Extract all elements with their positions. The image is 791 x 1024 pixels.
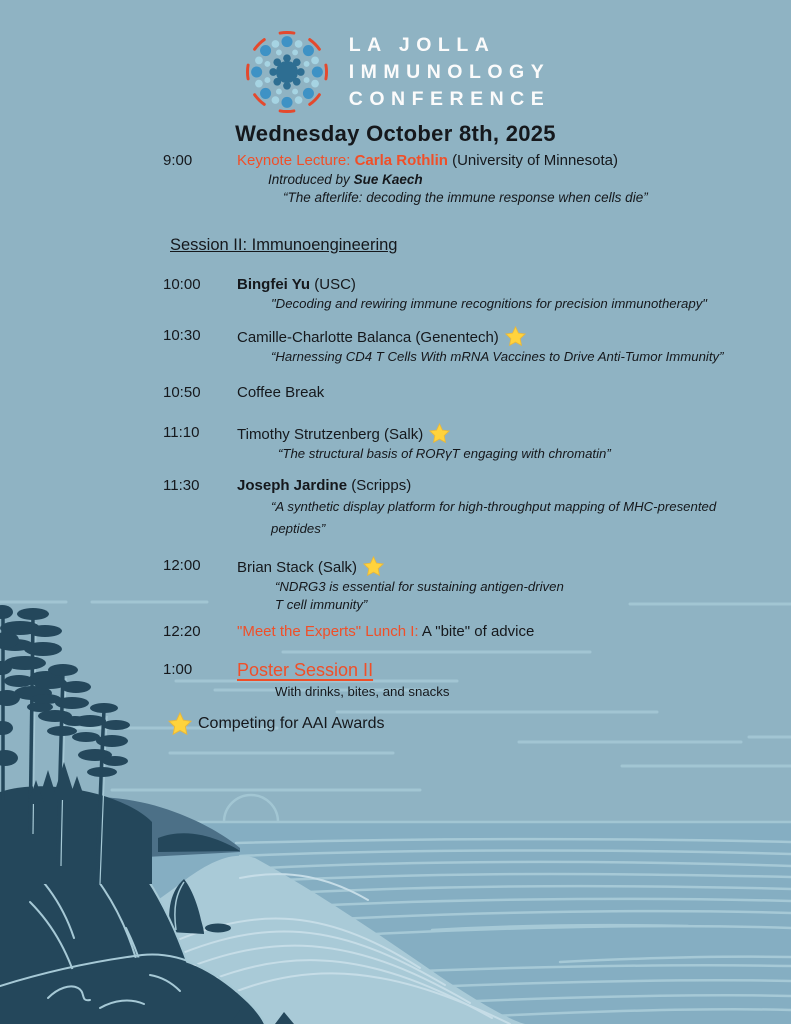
page-title: Wednesday October 8th, 2025 xyxy=(235,121,556,146)
talk-affiliation: (Salk) xyxy=(384,426,424,443)
talk-title: “Harnessing CD4 T Cells With mRNA Vaccines to Drive Anti-Tumor Immunity” xyxy=(271,349,724,364)
talk-speaker: Bingfei Yu xyxy=(237,276,311,293)
schedule xyxy=(163,151,781,735)
talk-title: "Decoding and rewiring immune recognitions for precision immunotherapy" xyxy=(271,296,707,311)
keynote-affiliation: (University of Minnesota) xyxy=(452,152,618,169)
intro-prefix: Introduced by xyxy=(268,172,350,187)
award-legend-text: Competing for AAI Awards xyxy=(198,715,385,732)
talk-row xyxy=(163,275,781,312)
talk-affiliation: (Salk) xyxy=(317,559,358,576)
poster-note: With drinks, bites, and snacks xyxy=(275,684,450,699)
talk-title-line2: T cell immunity” xyxy=(275,597,368,612)
poster-session-row xyxy=(163,660,781,699)
talk-time: 11:10 xyxy=(163,424,200,441)
logo-line-1: LA JOLLA xyxy=(348,33,496,56)
logo-line-2: IMMUNOLOGY xyxy=(348,60,551,83)
session-header: Session II: Immunoengineering xyxy=(170,236,398,254)
talk-time: 12:00 xyxy=(163,557,201,574)
talk-row xyxy=(163,326,781,365)
talk-time: 10:00 xyxy=(163,276,201,293)
talk-row xyxy=(163,383,781,402)
lunch-row xyxy=(163,622,781,641)
award-star-icon xyxy=(429,423,450,443)
talk-title: “The structural basis of RORγT engaging with chromatin” xyxy=(278,446,611,461)
talk-time: 10:50 xyxy=(163,384,201,401)
talk-row xyxy=(163,423,781,462)
lunch-subtitle: A "bite" of advice xyxy=(421,623,535,640)
lunch-title: "Meet the Experts" Lunch I: xyxy=(237,623,419,640)
cell-core xyxy=(269,54,304,89)
award-star-icon xyxy=(168,712,192,735)
lunch-time: 12:20 xyxy=(163,623,201,640)
poster-time: 1:00 xyxy=(163,661,193,678)
talk-title: “NDRG3 is essential for sustaining antigen-driven xyxy=(275,579,564,594)
logo-line-3: CONFERENCE xyxy=(348,87,551,110)
talk-time: 11:30 xyxy=(163,477,200,494)
talk-time: 10:30 xyxy=(163,327,201,344)
talk-title: “A synthetic display platform for high-throughput mapping of MHC-presented xyxy=(271,499,717,514)
conference-logo xyxy=(0,26,791,118)
talk-speaker: Joseph Jardine xyxy=(237,477,348,494)
keynote-row xyxy=(163,151,781,206)
introducer-name: Sue Kaech xyxy=(353,172,423,187)
keynote-speaker: Carla Rothlin xyxy=(354,152,448,169)
keynote-talk-title: “The afterlife: decoding the immune response when cells die” xyxy=(283,190,648,205)
talk-row xyxy=(163,476,781,539)
talk-speaker: Camille-Charlotte Balanca xyxy=(237,329,412,346)
talk-affiliation: (Scripps) xyxy=(351,477,412,494)
talk-speaker: Timothy Strutzenberg xyxy=(237,426,380,443)
talk-speaker: Brian Stack xyxy=(237,559,314,576)
talk-row xyxy=(163,556,781,613)
keynote-introduction xyxy=(237,171,781,188)
keynote-label: Keynote Lecture: xyxy=(237,152,351,169)
poster-session-link[interactable]: Poster Session II xyxy=(237,660,374,680)
keynote-time: 9:00 xyxy=(163,152,193,169)
break-label: Coffee Break xyxy=(237,384,325,401)
talk-affiliation: (Genentech) xyxy=(415,329,499,346)
award-star-icon xyxy=(363,556,384,576)
logo-wordmark xyxy=(349,32,551,113)
award-legend xyxy=(168,712,781,735)
award-star-icon xyxy=(505,326,526,346)
immune-cell-logo-icon xyxy=(241,26,333,118)
talk-title-line2: peptides” xyxy=(271,521,326,536)
talk-affiliation: (USC) xyxy=(314,276,356,293)
